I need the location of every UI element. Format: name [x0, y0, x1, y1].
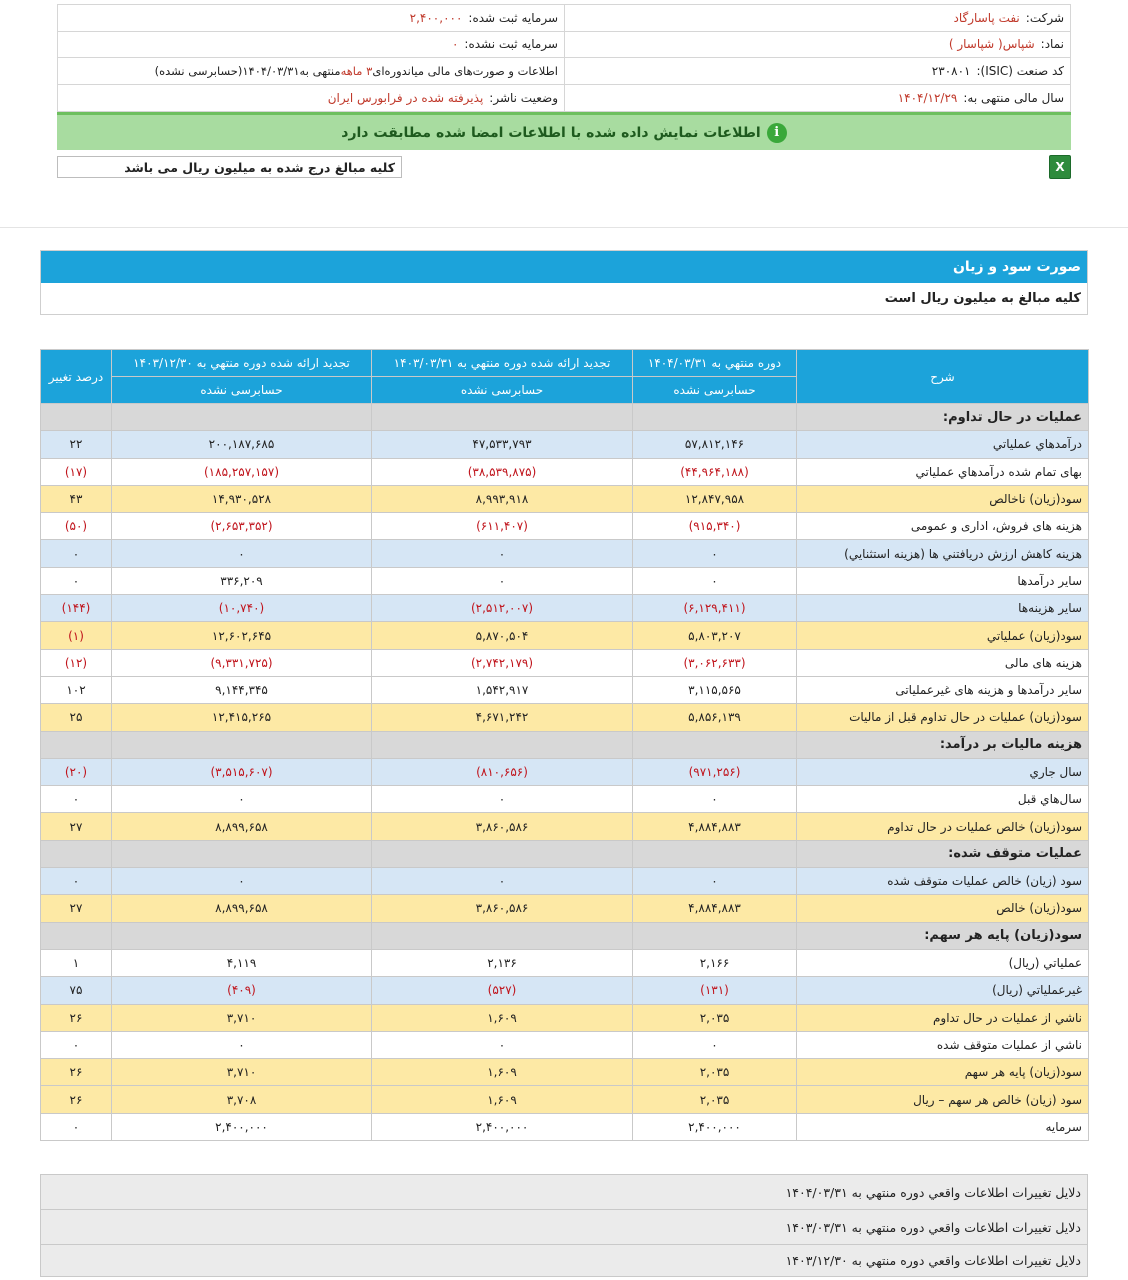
period1-value-cell: ۰	[633, 786, 797, 813]
report-desc-period: ۳ ماهه	[340, 63, 373, 78]
row-description: سود(زيان) پايه هر سهم:	[797, 922, 1089, 949]
info-row	[58, 5, 1070, 32]
row-description: ناشي از عمليات متوقف شده	[797, 1031, 1089, 1058]
table-row	[41, 1059, 1089, 1086]
period1-value-cell: (۳,۰۶۲,۶۳۳)	[633, 649, 797, 676]
period2-value-cell: (۸۱۰,۶۵۶)	[372, 758, 633, 785]
row-description: سود(زيان) عمليات در حال تداوم قبل از ماليات	[797, 704, 1089, 731]
info-row	[58, 85, 1070, 112]
period1-value-cell: (۱۳۱)	[633, 977, 797, 1004]
change-percent-cell: ۰	[41, 868, 112, 895]
period2-value-cell: (۵۲۷)	[372, 977, 633, 1004]
table-row	[41, 704, 1089, 731]
excel-export-icon[interactable]: X	[1049, 155, 1071, 179]
change-percent-cell: (۱)	[41, 622, 112, 649]
period3-value-cell: ۳,۷۱۰	[112, 1004, 372, 1031]
period2-value-cell: ۱,۶۰۹	[372, 1004, 633, 1031]
period1-value-cell	[633, 922, 797, 949]
period3-value-cell: (۱۸۵,۲۵۷,۱۵۷)	[112, 458, 372, 485]
company-cell	[564, 5, 1070, 31]
period1-value-cell: ۲,۰۳۵	[633, 1004, 797, 1031]
period2-value-cell: (۲,۷۴۲,۱۷۹)	[372, 649, 633, 676]
row-description: سود(زيان) ناخالص	[797, 485, 1089, 512]
report-description-cell	[58, 58, 564, 84]
period1-value-cell: ۲,۱۶۶	[633, 949, 797, 976]
period2-value-cell: ۳,۸۶۰,۵۸۶	[372, 895, 633, 922]
change-percent-cell: ۲۶	[41, 1004, 112, 1031]
isic-value: ۲۳۰۸۰۱	[931, 63, 971, 78]
period2-value-cell: ۰	[372, 567, 633, 594]
col-header-period3: تجدید ارائه شده دوره منتهي به ۱۴۰۳/۱۲/۳۰	[112, 350, 372, 377]
row-description: ناشي از عمليات در حال تداوم	[797, 1004, 1089, 1031]
table-row	[41, 868, 1089, 895]
row-description: سود(زيان) عملياتي	[797, 622, 1089, 649]
change-reason-link-2[interactable]: دلایل تغییرات اطلاعات واقعي دوره منتهي به ۱۴۰۳/۰۳/۳۱	[41, 1210, 1087, 1245]
change-percent-cell: ۰	[41, 1031, 112, 1058]
company-info-table	[57, 4, 1071, 112]
period2-value-cell: ۰	[372, 1031, 633, 1058]
capital-unregistered-value: ۰	[451, 37, 459, 52]
symbol-cell	[564, 32, 1070, 58]
period1-value-cell: ۲,۴۰۰,۰۰۰	[633, 1113, 797, 1140]
change-percent-cell: ۲۶	[41, 1086, 112, 1113]
period1-value-cell	[633, 840, 797, 867]
period2-value-cell: ۳,۸۶۰,۵۸۶	[372, 813, 633, 840]
row-description: هزينه هاى مالى	[797, 649, 1089, 676]
period1-value-cell: ۵,۸۵۶,۱۳۹	[633, 704, 797, 731]
change-percent-cell: ۲۲	[41, 431, 112, 458]
row-description: هزينه هاى فروش، ادارى و عمومى	[797, 513, 1089, 540]
period2-value-cell	[372, 731, 633, 758]
period2-value-cell: (۲,۵۱۲,۰۰۷)	[372, 595, 633, 622]
period2-value-cell: ۰	[372, 540, 633, 567]
audit-status-3: حسابرسی نشده	[112, 377, 372, 404]
table-row	[41, 458, 1089, 485]
table-row	[41, 758, 1089, 785]
audit-status-1: حسابرسی نشده	[633, 377, 797, 404]
amounts-note: کلیه مبالغ درج شده به میلیون ریال می باشد	[57, 156, 402, 178]
row-description: سال‌هاي قبل	[797, 786, 1089, 813]
table-row	[41, 513, 1089, 540]
info-icon: i	[767, 123, 787, 143]
period2-value-cell	[372, 922, 633, 949]
row-description: سود(زيان) خالص عمليات در حال تداوم	[797, 813, 1089, 840]
report-desc-a: اطلاعات و صورت‌های مالی میاندوره‌ای	[372, 63, 558, 78]
change-percent-cell	[41, 922, 112, 949]
period3-value-cell	[112, 404, 372, 431]
period3-value-cell: ۱۲,۶۰۲,۶۴۵	[112, 622, 372, 649]
period2-value-cell: ۸,۹۹۳,۹۱۸	[372, 485, 633, 512]
table-row	[41, 649, 1089, 676]
period3-value-cell: ۱۴,۹۳۰,۵۲۸	[112, 485, 372, 512]
period1-value-cell: (۹۱۵,۳۴۰)	[633, 513, 797, 540]
period3-value-cell: ۸,۸۹۹,۶۵۸	[112, 813, 372, 840]
period3-value-cell: ۰	[112, 1031, 372, 1058]
period3-value-cell: (۲,۶۵۳,۳۵۲)	[112, 513, 372, 540]
change-percent-cell: ۲۷	[41, 813, 112, 840]
period2-value-cell: ۲,۱۳۶	[372, 949, 633, 976]
period2-value-cell: ۱,۶۰۹	[372, 1059, 633, 1086]
period2-value-cell: (۶۱۱,۴۰۷)	[372, 513, 633, 540]
period3-value-cell: ۲۰۰,۱۸۷,۶۸۵	[112, 431, 372, 458]
row-description: سود (زيان) خالص هر سهم – ريال	[797, 1086, 1089, 1113]
row-description: سایر هزینه‌ها	[797, 595, 1089, 622]
row-description: بهاى تمام شده درآمدهاي عملياتي	[797, 458, 1089, 485]
period1-value-cell: ۵,۸۰۳,۲۰۷	[633, 622, 797, 649]
period2-value-cell: ۴,۶۷۱,۲۴۲	[372, 704, 633, 731]
period1-value-cell: ۴,۸۸۴,۸۸۳	[633, 895, 797, 922]
change-percent-cell: ۲۶	[41, 1059, 112, 1086]
banner-text: اطلاعات نمایش داده شده با اطلاعات امضا شده مطابقت دارد	[341, 124, 761, 141]
period1-value-cell: ۰	[633, 1031, 797, 1058]
period2-value-cell: ۰	[372, 868, 633, 895]
publisher-status-label: وضعیت ناشر:	[489, 90, 558, 105]
info-row	[58, 58, 1070, 85]
income-statement-header	[40, 250, 1088, 315]
table-row	[41, 977, 1089, 1004]
table-header-row	[41, 350, 1089, 377]
period3-value-cell: ۴,۱۱۹	[112, 949, 372, 976]
period2-value-cell: ۲,۴۰۰,۰۰۰	[372, 1113, 633, 1140]
change-percent-cell: ۴۳	[41, 485, 112, 512]
period3-value-cell: ۳۳۶,۲۰۹	[112, 567, 372, 594]
period2-value-cell: ۴۷,۵۳۳,۷۹۳	[372, 431, 633, 458]
period3-value-cell: ۰	[112, 540, 372, 567]
row-description: ساير درآمدها	[797, 567, 1089, 594]
company-value[interactable]: نفت پاسارگاد	[953, 10, 1020, 25]
fiscal-year-value: ۱۴۰۴/۱۲/۲۹	[897, 90, 958, 105]
period2-value-cell: ۵,۸۷۰,۵۰۴	[372, 622, 633, 649]
period2-value-cell	[372, 404, 633, 431]
capital-registered-cell	[58, 5, 564, 31]
publisher-status-cell	[58, 85, 564, 112]
period1-value-cell: ۲,۰۳۵	[633, 1086, 797, 1113]
change-percent-cell	[41, 731, 112, 758]
table-row	[41, 540, 1089, 567]
table-row	[41, 595, 1089, 622]
report-desc-c: منتهی به۱۴۰۴/۰۳/۳۱(حسابرسی نشده)	[154, 63, 341, 78]
table-row	[41, 786, 1089, 813]
period3-value-cell: ۰	[112, 868, 372, 895]
change-reason-link-3[interactable]: دلایل تغییرات اطلاعات واقعي دوره منتهي به ۱۴۰۳/۱۲/۳۰	[41, 1245, 1087, 1276]
row-description: هزينه ماليات بر درآمد:	[797, 731, 1089, 758]
period1-value-cell: ۱۲,۸۴۷,۹۵۸	[633, 485, 797, 512]
table-row	[41, 567, 1089, 594]
table-row	[41, 949, 1089, 976]
table-row	[41, 485, 1089, 512]
change-percent-cell: ۰	[41, 567, 112, 594]
capital-registered-label: سرمایه ثبت شده:	[468, 10, 558, 25]
period2-value-cell: ۱,۶۰۹	[372, 1086, 633, 1113]
change-percent-cell: ۲۷	[41, 895, 112, 922]
period3-value-cell: (۴۰۹)	[112, 977, 372, 1004]
fiscal-year-cell	[564, 85, 1070, 112]
table-row	[41, 813, 1089, 840]
change-percent-cell	[41, 404, 112, 431]
period3-value-cell: ۳,۷۰۸	[112, 1086, 372, 1113]
row-description: سال جاري	[797, 758, 1089, 785]
period3-value-cell	[112, 840, 372, 867]
col-header-period1: دوره منتهي به ۱۴۰۴/۰۳/۳۱	[633, 350, 797, 377]
company-label: شرکت:	[1025, 10, 1064, 25]
change-percent-cell	[41, 840, 112, 867]
period2-value-cell: (۳۸,۵۳۹,۸۷۵)	[372, 458, 633, 485]
table-row	[41, 1113, 1089, 1140]
period1-value-cell: ۳,۱۱۵,۵۶۵	[633, 676, 797, 703]
row-description: درآمدهاي عملياتي	[797, 431, 1089, 458]
table-row	[41, 1004, 1089, 1031]
table-section-row	[41, 404, 1089, 431]
row-description: عمليات متوقف شده:	[797, 840, 1089, 867]
period1-value-cell: (۹۷۱,۲۵۶)	[633, 758, 797, 785]
change-percent-cell: ۰	[41, 540, 112, 567]
period1-value-cell: ۵۷,۸۱۲,۱۴۶	[633, 431, 797, 458]
change-percent-cell: (۱۷)	[41, 458, 112, 485]
period1-value-cell	[633, 404, 797, 431]
table-row	[41, 895, 1089, 922]
info-row	[58, 32, 1070, 59]
row-description: عملياتي (ريال)	[797, 949, 1089, 976]
change-percent-cell: ۰	[41, 1113, 112, 1140]
table-row	[41, 1086, 1089, 1113]
capital-registered-value: ۲,۴۰۰,۰۰۰	[409, 10, 463, 25]
income-statement-table	[40, 349, 1089, 1141]
change-percent-cell: (۱۲)	[41, 649, 112, 676]
change-percent-cell: ۱	[41, 949, 112, 976]
period3-value-cell: (۱۰,۷۴۰)	[112, 595, 372, 622]
period3-value-cell: ۳,۷۱۰	[112, 1059, 372, 1086]
capital-unregistered-cell	[58, 32, 564, 58]
row-description: سرمايه	[797, 1113, 1089, 1140]
change-reason-link-1[interactable]: دلایل تغییرات اطلاعات واقعي دوره منتهي به ۱۴۰۴/۰۳/۳۱	[41, 1175, 1087, 1210]
col-header-change: درصد تغییر	[41, 350, 112, 404]
period1-value-cell: ۰	[633, 540, 797, 567]
period2-value-cell	[372, 840, 633, 867]
capital-unregistered-label: سرمایه ثبت نشده:	[464, 37, 558, 52]
section-title: صورت سود و زیان	[41, 251, 1087, 283]
period1-value-cell	[633, 731, 797, 758]
period3-value-cell: ۸,۸۹۹,۶۵۸	[112, 895, 372, 922]
period3-value-cell: ۱۲,۴۱۵,۲۶۵	[112, 704, 372, 731]
period1-value-cell: ۰	[633, 567, 797, 594]
row-description: سود (زيان) خالص عمليات متوقف شده	[797, 868, 1089, 895]
change-percent-cell: ۲۵	[41, 704, 112, 731]
table-section-row	[41, 922, 1089, 949]
audit-status-2: حسابرسی نشده	[372, 377, 633, 404]
change-percent-cell: ۱۰۲	[41, 676, 112, 703]
period3-value-cell: ۲,۴۰۰,۰۰۰	[112, 1113, 372, 1140]
row-description: هزینه کاهش ارزش دریافتني ها (هزينه استثنايي)	[797, 540, 1089, 567]
row-description: سود(زيان) خالص	[797, 895, 1089, 922]
change-reasons-list	[40, 1174, 1088, 1277]
table-section-row	[41, 731, 1089, 758]
period1-value-cell: ۰	[633, 868, 797, 895]
col-header-period2: تجدید ارائه شده دوره منتهي به ۱۴۰۳/۰۳/۳۱	[372, 350, 633, 377]
fiscal-year-label: سال مالی منتهی به:	[963, 90, 1064, 105]
period2-value-cell: ۱,۵۴۲,۹۱۷	[372, 676, 633, 703]
change-percent-cell: (۵۰)	[41, 513, 112, 540]
period3-value-cell	[112, 731, 372, 758]
change-percent-cell: ۰	[41, 786, 112, 813]
period1-value-cell: ۲,۰۳۵	[633, 1059, 797, 1086]
period3-value-cell: ۰	[112, 786, 372, 813]
divider	[0, 227, 1128, 228]
change-percent-cell: (۲۰)	[41, 758, 112, 785]
period3-value-cell: ۹,۱۴۴,۳۴۵	[112, 676, 372, 703]
row-description: غيرعملياتي (ريال)	[797, 977, 1089, 1004]
symbol-value[interactable]: شپاس( شپاسار )	[948, 37, 1035, 52]
table-row	[41, 431, 1089, 458]
table-row	[41, 676, 1089, 703]
period1-value-cell: (۶,۱۲۹,۴۱۱)	[633, 595, 797, 622]
table-row	[41, 1031, 1089, 1058]
period1-value-cell: (۴۴,۹۶۴,۱۸۸)	[633, 458, 797, 485]
col-header-description: شرح	[797, 350, 1089, 404]
section-subtitle: کلیه مبالغ به میلیون ریال است	[41, 283, 1087, 314]
row-description: عملیات در حال تداوم:	[797, 404, 1089, 431]
isic-cell	[564, 58, 1070, 84]
symbol-label: نماد:	[1040, 37, 1064, 52]
change-percent-cell: (۱۴۴)	[41, 595, 112, 622]
change-percent-cell: ۷۵	[41, 977, 112, 1004]
row-description: ساير درآمدها و هزينه هاى غيرعملياتى	[797, 676, 1089, 703]
period1-value-cell: ۴,۸۸۴,۸۸۳	[633, 813, 797, 840]
verification-banner	[57, 112, 1071, 150]
table-section-row	[41, 840, 1089, 867]
isic-label: کد صنعت (ISIC):	[976, 63, 1064, 78]
period3-value-cell	[112, 922, 372, 949]
period3-value-cell: (۳,۵۱۵,۶۰۷)	[112, 758, 372, 785]
publisher-status-value: پذیرفته شده در فرابورس ایران	[327, 90, 484, 105]
period3-value-cell: (۹,۳۳۱,۷۲۵)	[112, 649, 372, 676]
period2-value-cell: ۰	[372, 786, 633, 813]
table-row	[41, 622, 1089, 649]
row-description: سود(زيان) پايه هر سهم	[797, 1059, 1089, 1086]
